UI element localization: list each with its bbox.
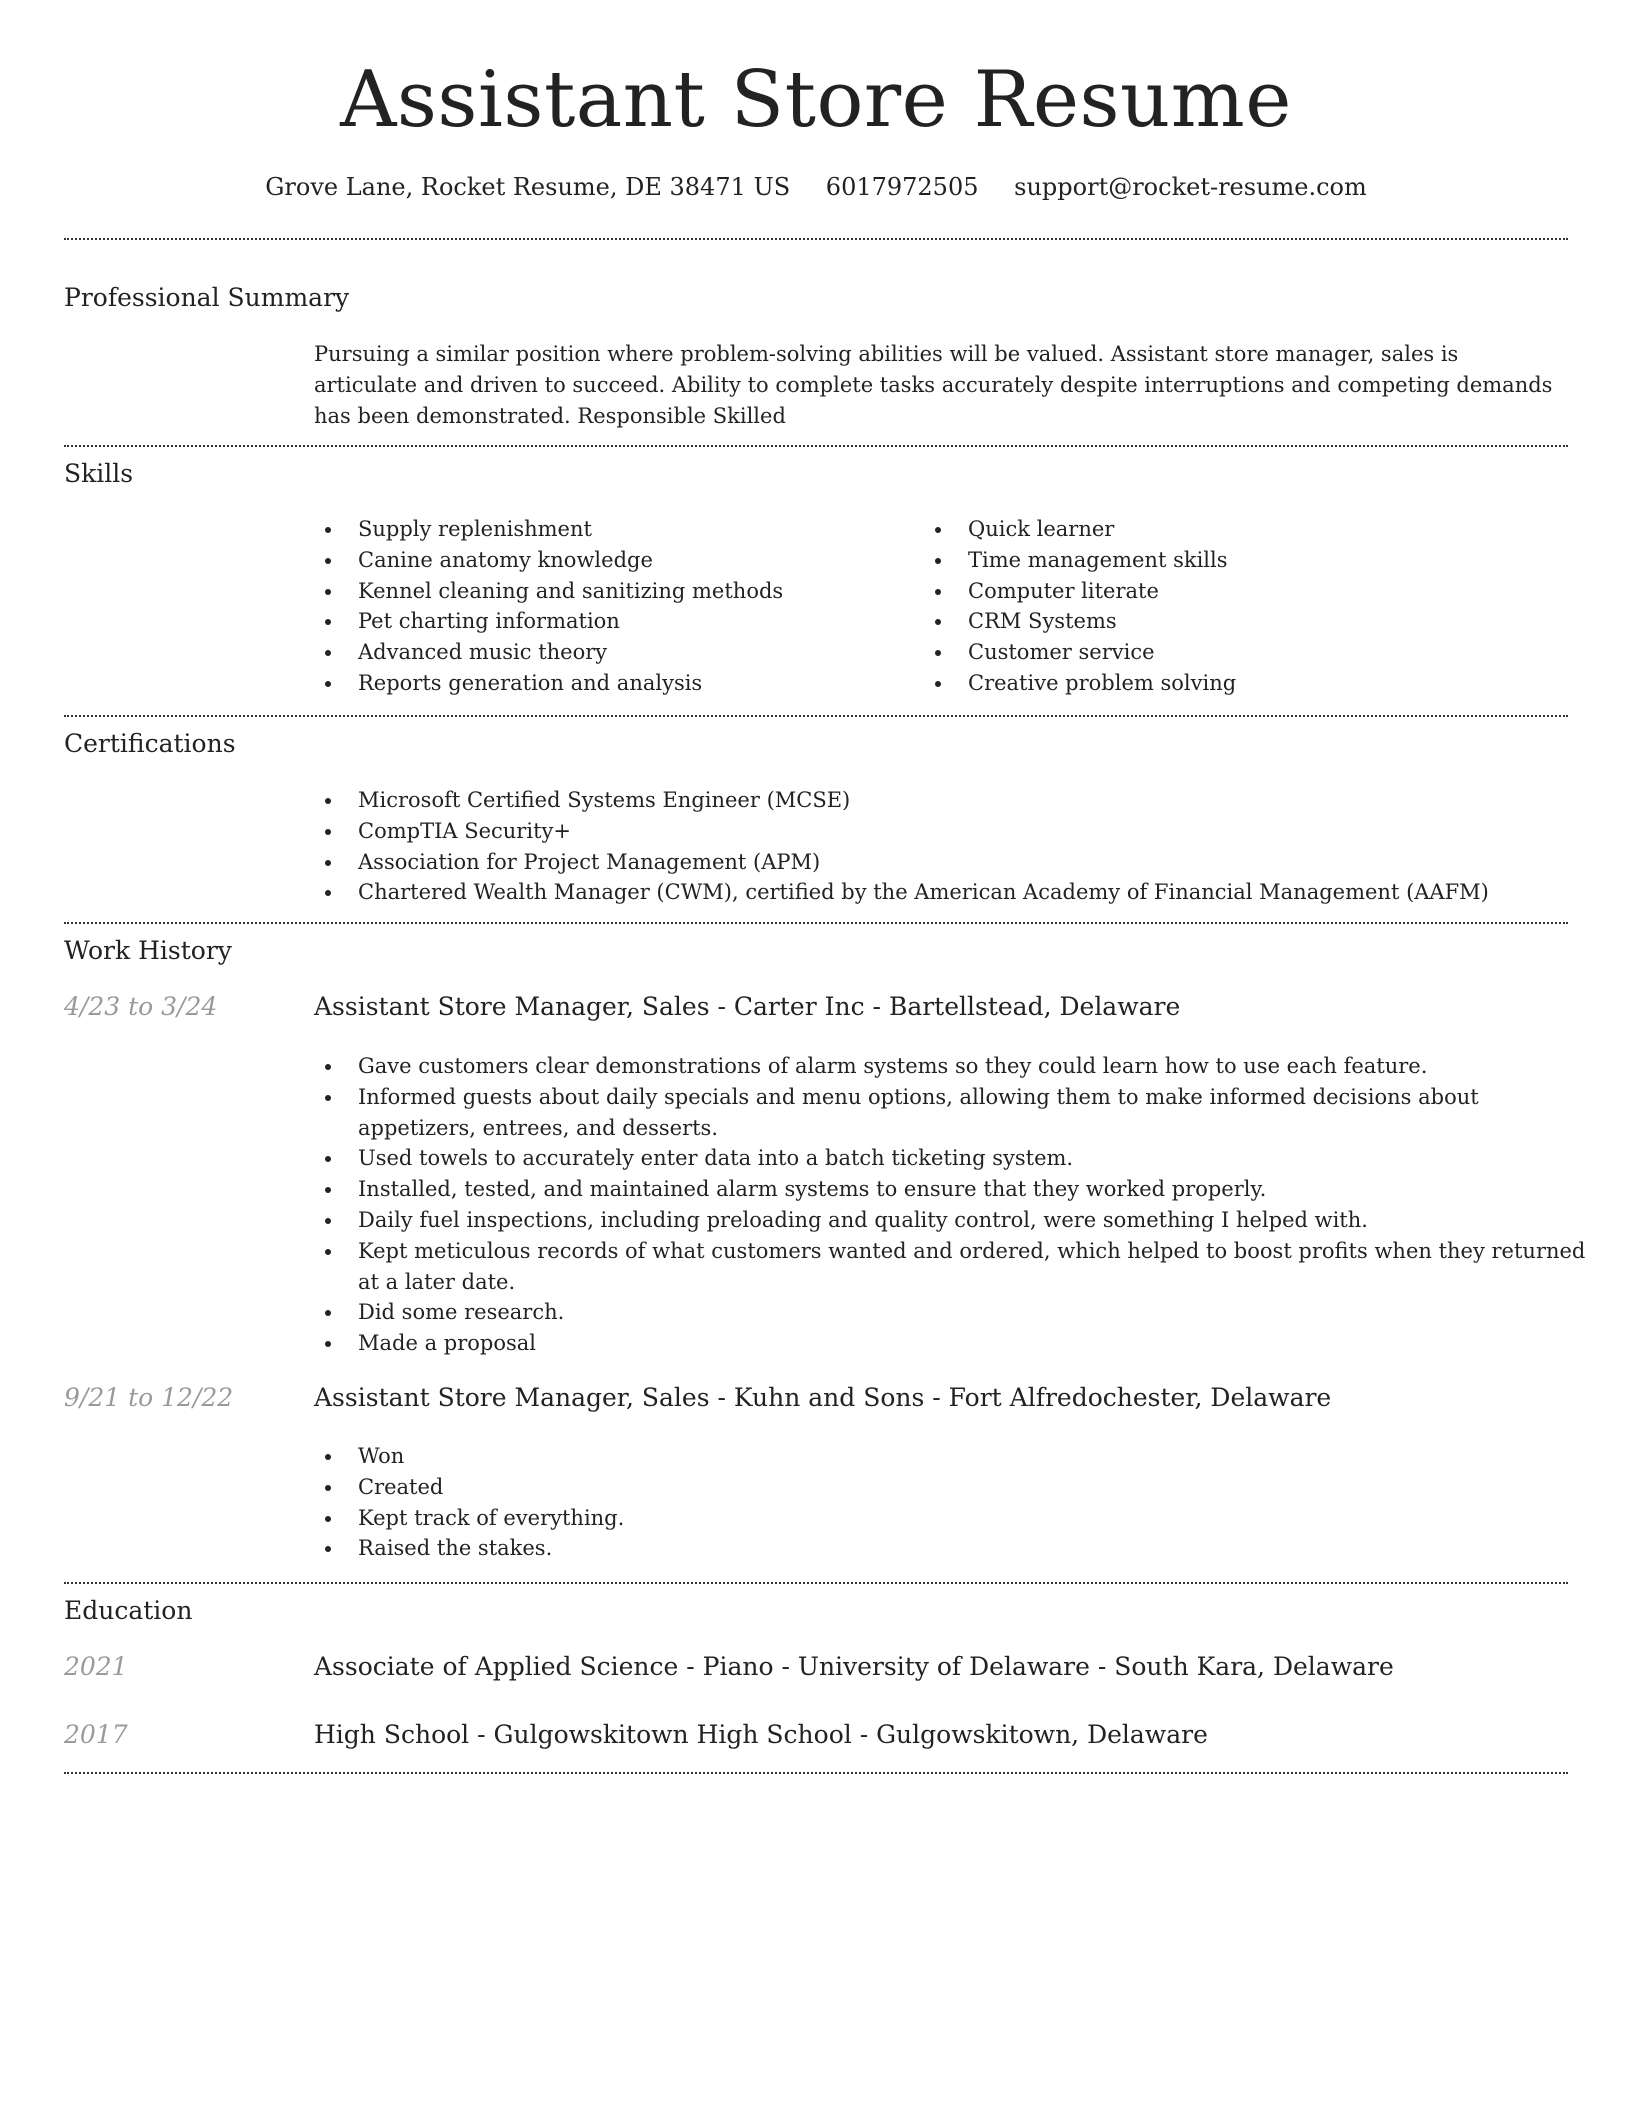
section-divider xyxy=(64,1772,1568,1774)
education-degree: Associate of Applied Science - Piano xyxy=(314,1652,774,1681)
skill-item: • Customer service xyxy=(954,637,1554,668)
certification-item: • Chartered Wealth Manager (CWM), certified by the American Academy of Financial Management (AAFM) xyxy=(344,877,1594,908)
job-bullet: • Made a proposal xyxy=(344,1328,1594,1359)
job-bullet: • Daily fuel inspections, including preloading and quality control, were something I helped with. xyxy=(344,1205,1594,1236)
section-divider xyxy=(64,238,1568,240)
job-bullets xyxy=(314,1441,1594,1564)
skills-list-right xyxy=(924,514,1554,699)
certification-item: • Microsoft Certified Systems Engineer (MCSE) xyxy=(344,785,1594,816)
job-dates: 4/23 to 3/24 xyxy=(64,992,218,1021)
job-bullets xyxy=(314,1051,1594,1359)
job-bullet: • Created xyxy=(344,1472,1594,1503)
summary-text: Pursuing a similar position where problem-solving abilities will be valued. Assistant store manager, sales is articulate and driven to succeed. Ability to complete tasks accurately despite interruptions and competing demands has been demonstrated. Responsible Skilled xyxy=(314,342,1553,428)
skill-item: • Kennel cleaning and sanitizing methods xyxy=(344,576,904,607)
certification-item: • CompTIA Security+ xyxy=(344,816,1594,847)
section-divider xyxy=(64,1582,1568,1584)
section-divider xyxy=(64,922,1568,924)
skills-heading: Skills xyxy=(64,459,134,488)
job-heading xyxy=(314,1381,1564,1415)
contact-email: support@rocket-resume.com xyxy=(1014,173,1367,201)
job-bullet: • Installed, tested, and maintained alarm systems to ensure that they worked properly. xyxy=(344,1174,1594,1205)
education-entry xyxy=(314,1718,1564,1752)
skill-item: • Supply replenishment xyxy=(344,514,904,545)
summary-heading: Professional Summary xyxy=(64,283,350,312)
skill-item: • CRM Systems xyxy=(954,606,1554,637)
contact-address: Grove Lane, Rocket Resume, DE 38471 US xyxy=(265,173,791,201)
job-bullet: • Kept track of everything. xyxy=(344,1503,1594,1534)
skill-item: • Advanced music theory xyxy=(344,637,904,668)
education-details: - Gulgowskitown High School - Gulgowskitown, Delaware xyxy=(469,1720,1208,1749)
job-dates: 9/21 to 12/22 xyxy=(64,1383,234,1412)
skill-item: • Quick learner xyxy=(954,514,1554,545)
education-details: - University of Delaware - South Kara, Delaware xyxy=(773,1652,1394,1681)
skill-item: • Time management skills xyxy=(954,545,1554,576)
section-divider xyxy=(64,715,1568,717)
job-heading xyxy=(314,990,1564,1024)
certifications-list xyxy=(314,785,1594,908)
skills-list-left xyxy=(314,514,904,699)
education-heading: Education xyxy=(64,1596,193,1625)
skill-item: • Canine anatomy knowledge xyxy=(344,545,904,576)
contact-line xyxy=(0,170,1632,204)
skill-item: • Reports generation and analysis xyxy=(344,668,904,699)
job-title: Assistant Store Manager, Sales xyxy=(314,992,710,1021)
work-history-heading: Work History xyxy=(64,936,232,965)
section-divider xyxy=(64,445,1568,447)
resume-title: Assistant Store Resume xyxy=(340,55,1292,145)
education-year: 2021 xyxy=(64,1652,128,1681)
job-bullet: • Did some research. xyxy=(344,1297,1594,1328)
contact-phone: 6017972505 xyxy=(825,173,979,201)
job-bullet: • Informed guests about daily specials and menu options, allowing them to make informed decisions about appetizers, entrees, and desserts. xyxy=(344,1082,1594,1144)
job-bullet: • Raised the stakes. xyxy=(344,1533,1594,1564)
skill-item: • Computer literate xyxy=(954,576,1554,607)
job-bullet: • Won xyxy=(344,1441,1594,1472)
certification-item: • Association for Project Management (APM) xyxy=(344,847,1594,878)
job-title: Assistant Store Manager, Sales xyxy=(314,1383,710,1412)
skill-item: • Creative problem solving xyxy=(954,668,1554,699)
education-degree: High School xyxy=(314,1720,470,1749)
skill-item: • Pet charting information xyxy=(344,606,904,637)
education-year: 2017 xyxy=(64,1720,128,1749)
job-bullet: • Kept meticulous records of what customers wanted and ordered, which helped to boost profits when they returned at a later date. xyxy=(344,1236,1594,1298)
job-bullet: • Gave customers clear demonstrations of alarm systems so they could learn how to use each feature. xyxy=(344,1051,1594,1082)
education-entry xyxy=(314,1650,1564,1684)
job-details: - Carter Inc - Bartellstead, Delaware xyxy=(709,992,1181,1021)
job-details: - Kuhn and Sons - Fort Alfredochester, Delaware xyxy=(709,1383,1332,1412)
job-bullet: • Used towels to accurately enter data into a batch ticketing system. xyxy=(344,1143,1594,1174)
certifications-heading: Certifications xyxy=(64,729,236,758)
